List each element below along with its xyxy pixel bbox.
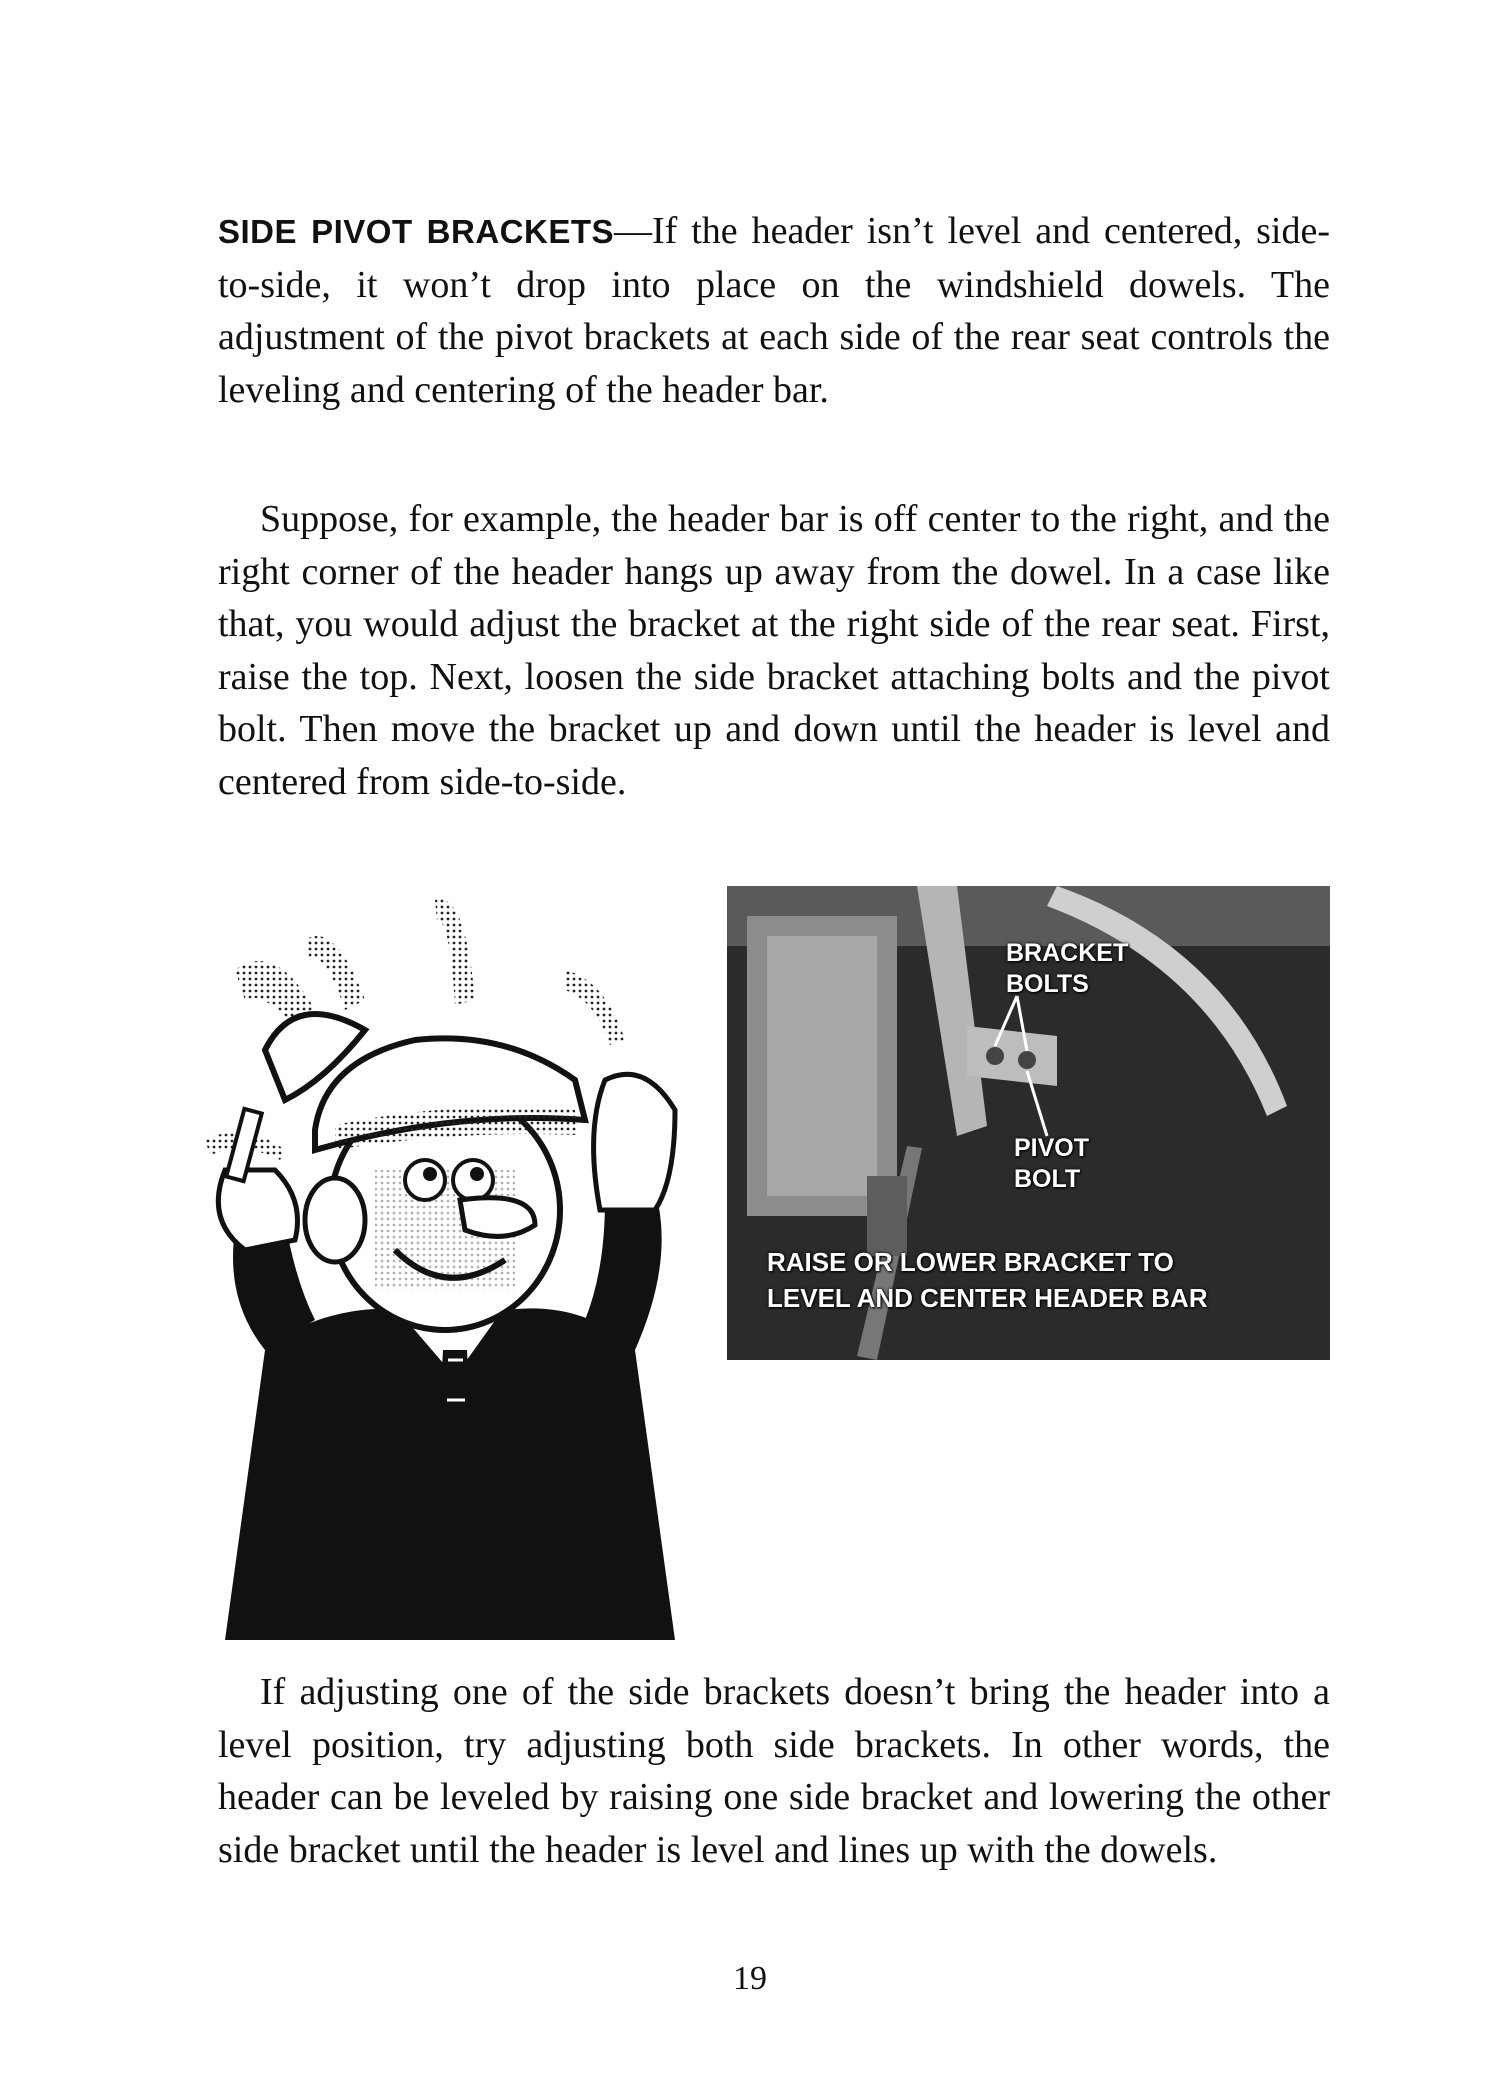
example-paragraph: Suppose, for example, the header bar is off center to the right, and the right corner of the header hangs up away from the dowel. In a case like that, you would adjust the bracket at the right side of the rear seat. First, raise the top. Next, loosen the side bracket attaching bolts and the pivot bolt. Then move the bracket up and down until the header is level and centered from side-to-side.: [218, 498, 1330, 803]
photo-caption: RAISE OR LOWER BRACKET TO LEVEL AND CENTER HEADER BAR: [767, 1247, 1208, 1313]
side-pivot-paragraph: [218, 205, 1330, 416]
page-number: 19: [733, 1960, 767, 1997]
side-pivot-text: —If the header isn’t level and centered, side-to-side, it won’t drop into place on the windshield dowels. The adjustment of the pivot brackets at each side of the rear seat controls the leveling and centering of the header bar.: [218, 210, 1330, 411]
cartoon-man-illustration: [205, 880, 725, 1640]
section-heading: SIDE PIVOT BRACKETS: [218, 213, 615, 250]
bracket-photo: [727, 886, 1330, 1360]
both-brackets-paragraph: If adjusting one of the side brackets doesn’t bring the header into a level position, try adjusting both side brackets. In other words, the header can be leveled by raising one side bracket and lowering the other side bracket until the header is level and lines up with the dowels.: [218, 1671, 1330, 1871]
bracket-bolts-label: BRACKET BOLTS: [1006, 939, 1129, 998]
confused-man-icon: [205, 880, 725, 1640]
pivot-bolt-label: PIVOT BOLT: [1014, 1134, 1090, 1193]
